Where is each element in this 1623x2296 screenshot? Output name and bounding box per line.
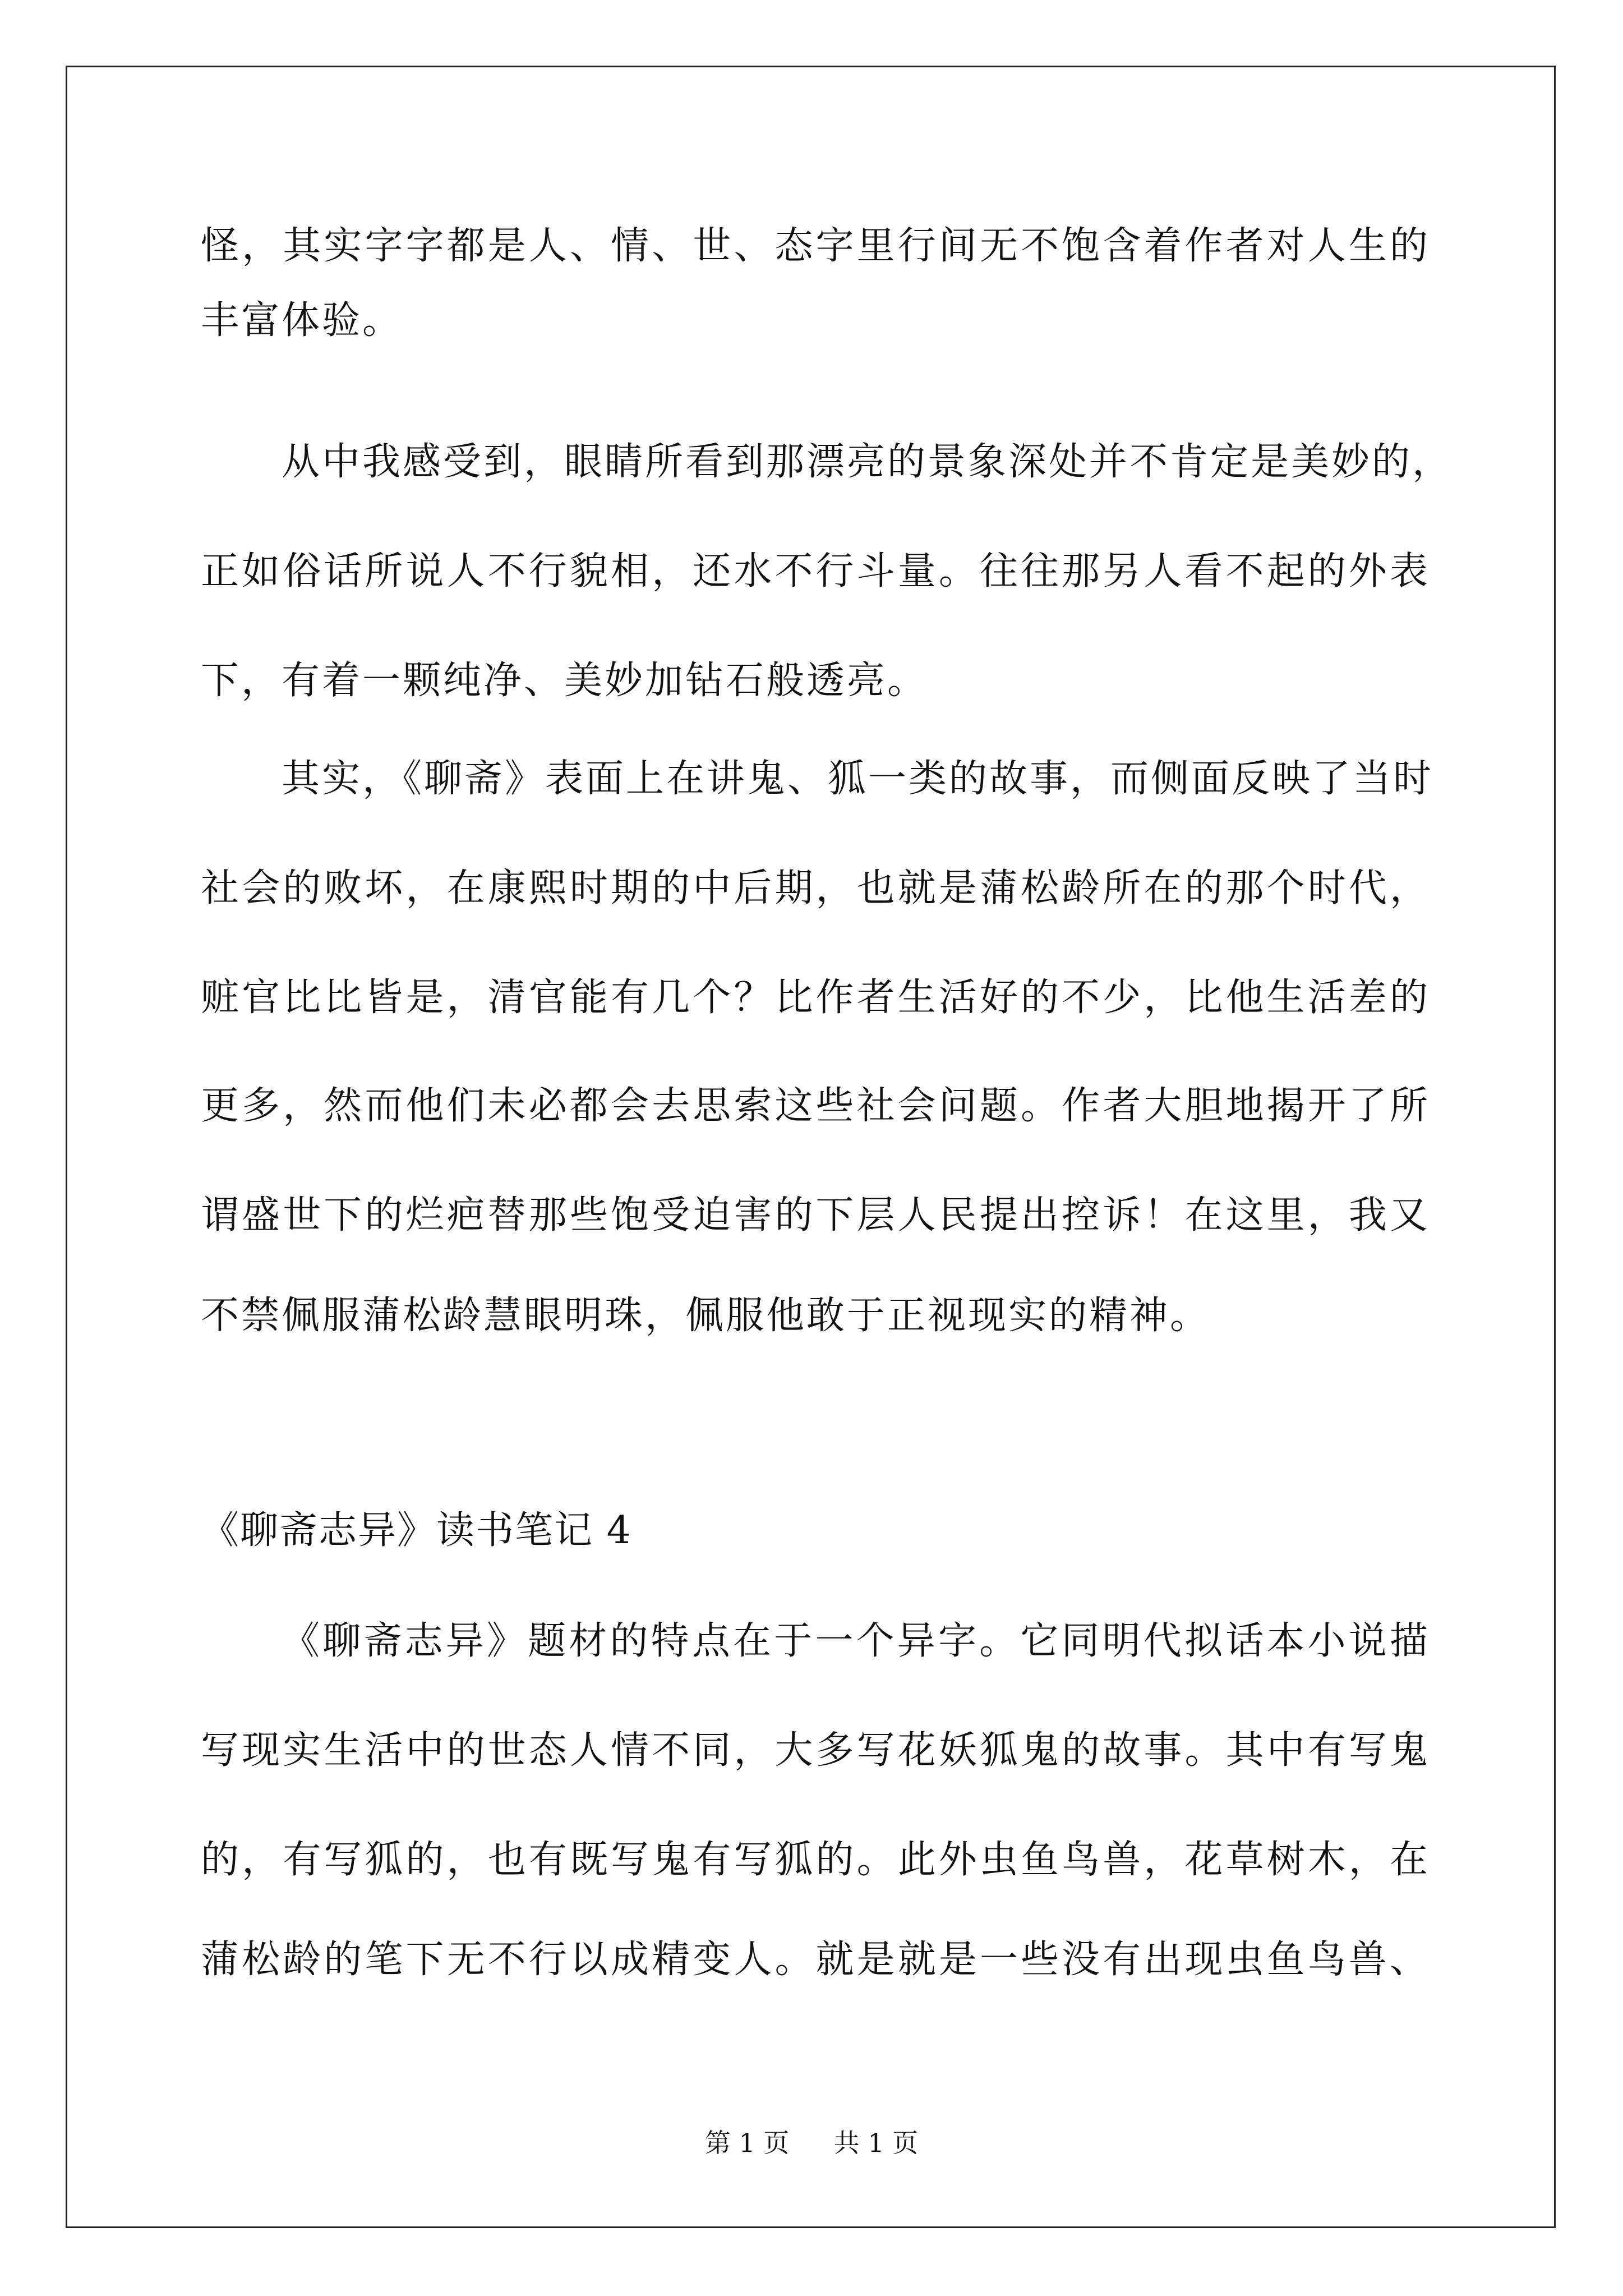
text-line: 正如俗话所说人不行貌相，还水不行斗量。往往那另人看不起的外表 xyxy=(201,549,1430,593)
text-line: 其实，《聊斋》表面上在讲鬼、狐一类的故事，而侧面反映了当时 xyxy=(282,757,1434,801)
text-line: 怪，其实字字都是人、情、世、态字里行间无不饱含着作者对人生的 xyxy=(201,224,1430,268)
text-line: 写现实生活中的世态人情不同，大多写花妖狐鬼的故事。其中有写鬼 xyxy=(201,1728,1430,1773)
text-line: 丰富体验。 xyxy=(201,298,403,343)
page-footer xyxy=(0,2130,1623,2156)
text-line: 社会的败坏，在康熙时期的中后期，也就是蒲松龄所在的那个时代， xyxy=(201,866,1430,910)
text-line: 下，有着一颗纯净、美妙加钻石般透亮。 xyxy=(201,659,928,703)
text-line: 不禁佩服蒲松龄慧眼明珠，佩服他敢于正视现实的精神。 xyxy=(201,1294,1211,1338)
text-line: 蒲松龄的笔下无不行以成精变人。就是就是一些没有出现虫鱼鸟兽、 xyxy=(201,1938,1430,1982)
text-line: 《聊斋志异》题材的特点在于一个异字。它同明代拟话本小说描 xyxy=(282,1619,1430,1663)
page-total: 共 1 页 xyxy=(833,2128,919,2158)
text-line: 的，有写狐的，也有既写鬼有写狐的。此外虫鱼鸟兽，花草树木，在 xyxy=(201,1838,1430,1882)
text-line: 赃官比比皆是，清官能有几个？比作者生活好的不少，比他生活差的 xyxy=(201,976,1430,1020)
text-line: 更多，然而他们未必都会去思索这些社会问题。作者大胆地揭开了所 xyxy=(201,1084,1430,1128)
section-heading: 《聊斋志异》读书笔记 4 xyxy=(201,1508,632,1553)
page-number: 第 1 页 xyxy=(704,2128,790,2158)
text-line: 谓盛世下的烂疤替那些饱受迫害的下层人民提出控诉！在这里，我又 xyxy=(201,1193,1430,1237)
page-border xyxy=(66,66,1556,2228)
text-line: 从中我感受到，眼睛所看到那漂亮的景象深处并不肯定是美妙的， xyxy=(282,440,1453,484)
